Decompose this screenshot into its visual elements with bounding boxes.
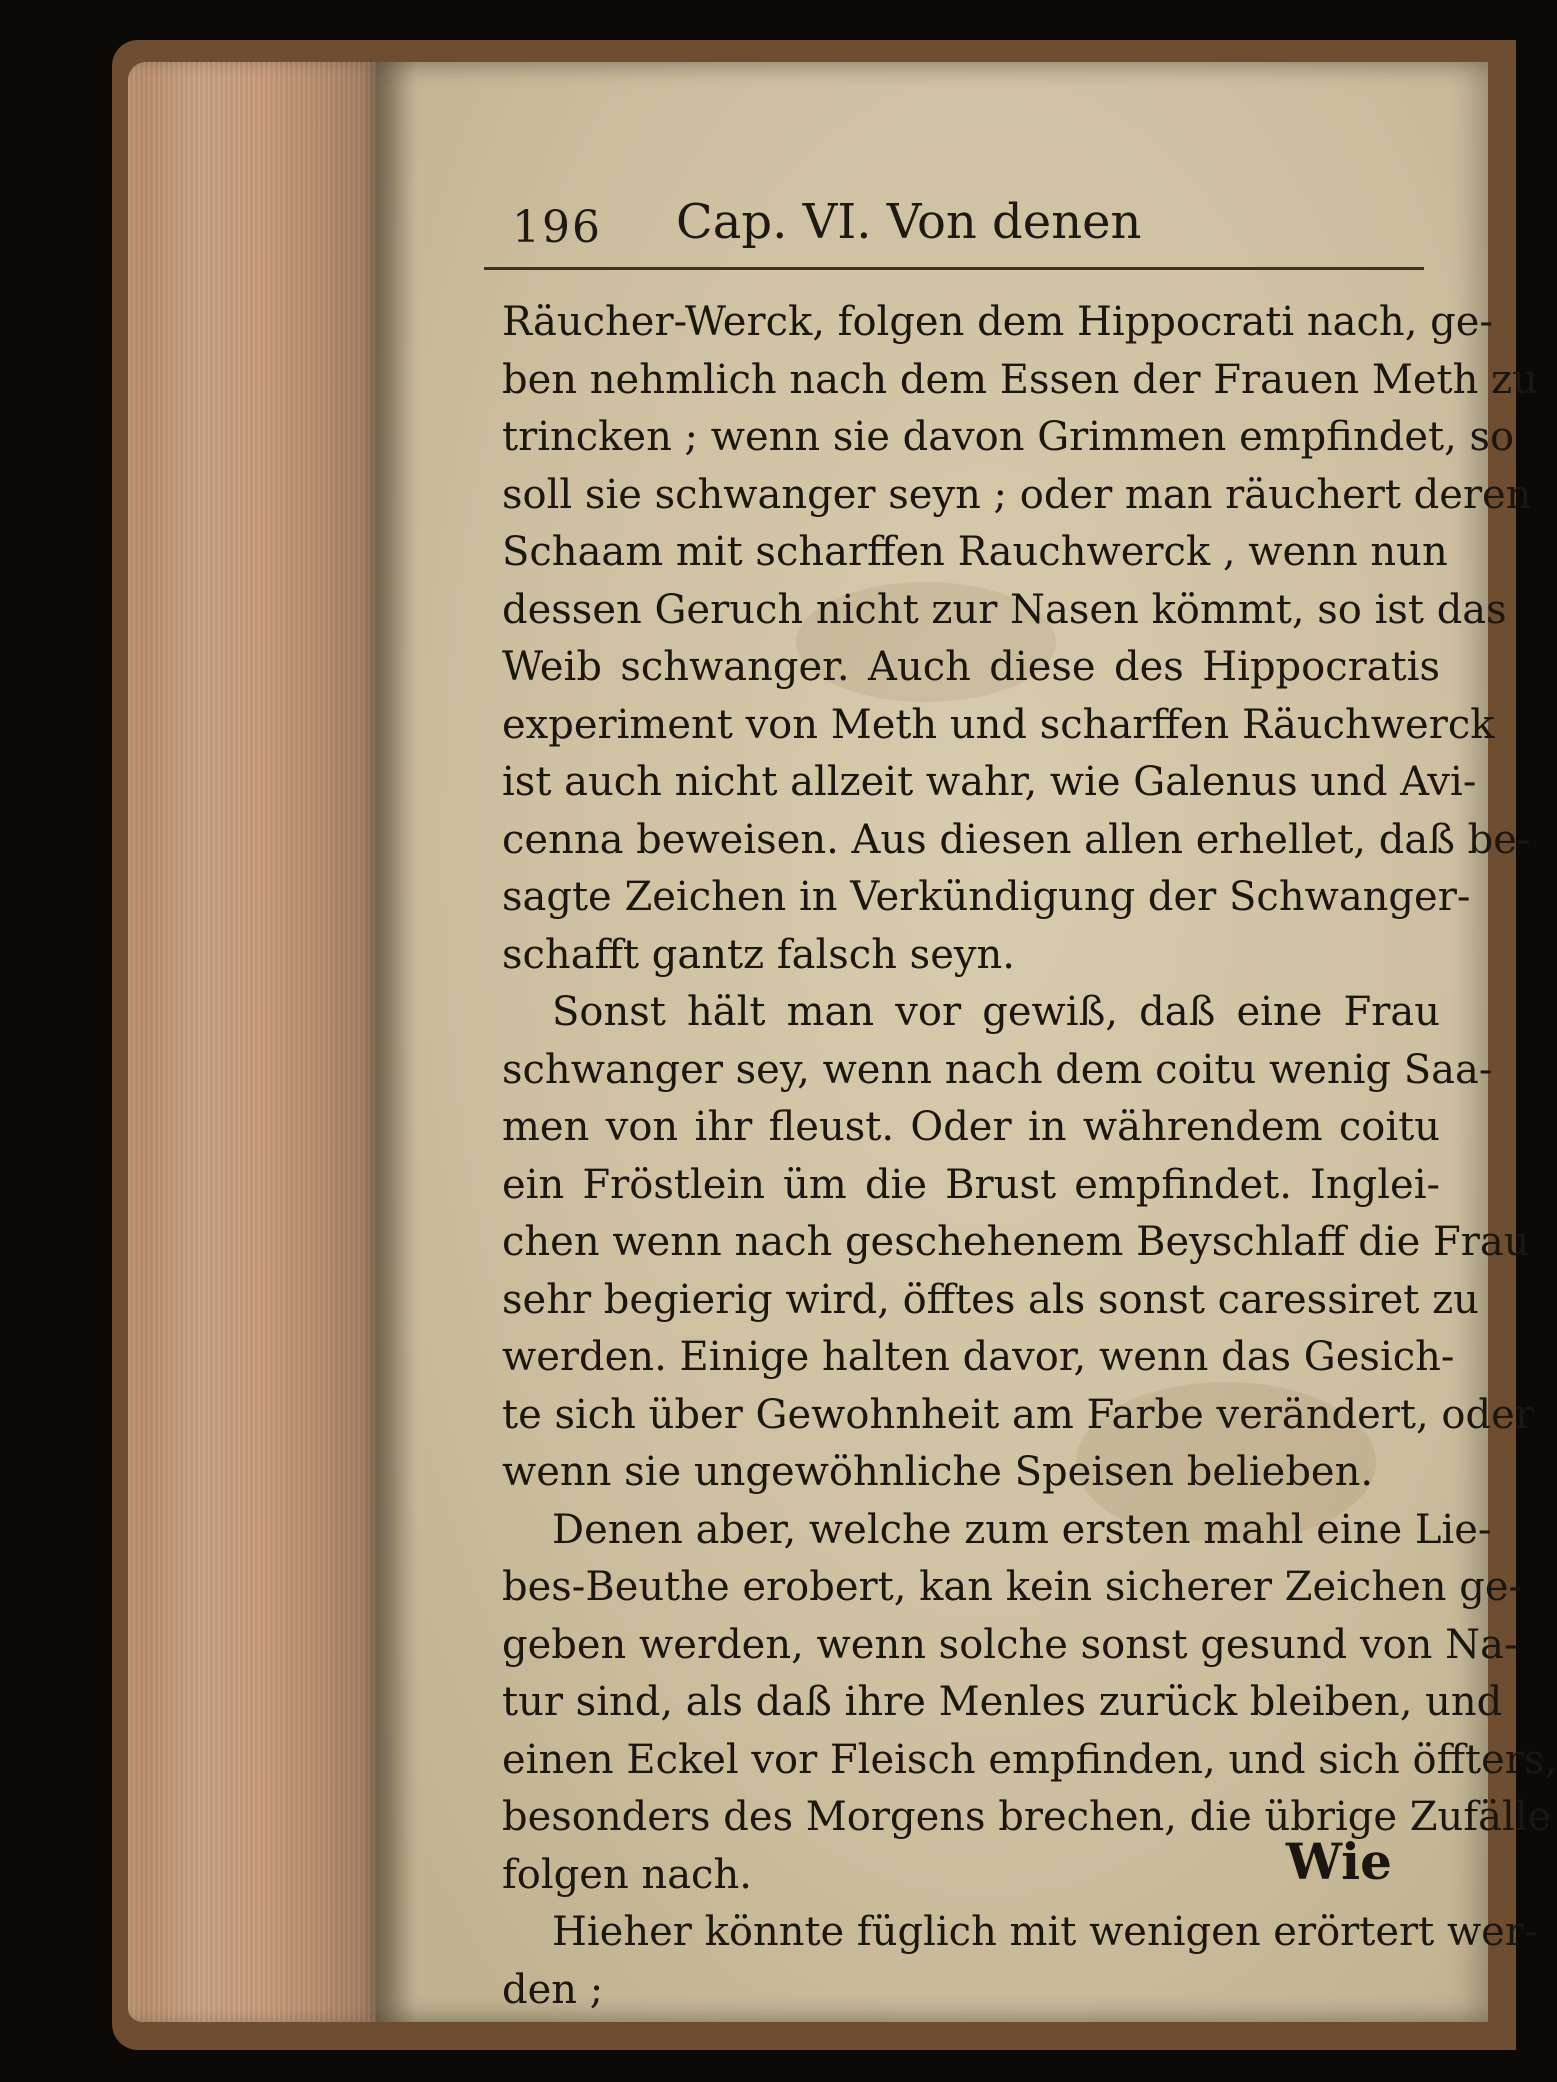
- text-line: Hieher könnte füglich mit wenigen erörtert wer-: [552, 1909, 1538, 1955]
- text-line: besonders des Morgens brechen, die übrige Zufälle: [502, 1794, 1552, 1840]
- page-number: 196: [512, 202, 602, 253]
- body-text: [502, 294, 1557, 2019]
- text-line: sehr begierig wird, öfftes als sonst caressiret zu: [502, 1276, 1479, 1323]
- text-line: men von ihr fleust. Oder in währendem coitu: [502, 1104, 1440, 1150]
- text-line: schafft gantz falsch seyn.: [502, 931, 1015, 978]
- text-line: wenn sie ungewöhnliche Speisen belieben.: [502, 1449, 1374, 1495]
- text-line: geben werden, wenn solche sonst gesund von Na-: [502, 1621, 1518, 1668]
- text-line: werden. Einige halten davor, wenn das Gesich-: [502, 1334, 1455, 1380]
- book-page: [376, 62, 1557, 2022]
- text-line: schwanger sey, wenn nach dem coitu wenig Saa-: [502, 1046, 1493, 1093]
- text-line: ein Fröstlein üm die Brust empfindet. Inglei-: [502, 1161, 1440, 1208]
- text-line: Sonst hält man vor gewiß, daß eine Frau: [552, 989, 1440, 1035]
- text-line: trincken ; wenn sie davon Grimmen empfindet, so: [502, 414, 1515, 460]
- text-line: folgen nach.: [502, 1851, 752, 1898]
- page-header: [496, 142, 1396, 253]
- text-line: tur sind, als daß ihre Menles zurück bleiben, und: [502, 1679, 1503, 1725]
- text-line: Weib schwanger. Auch diese des Hippocratis: [502, 644, 1440, 690]
- text-line: Denen aber, welche zum ersten mahl eine Lie-: [552, 1506, 1492, 1553]
- catchword: Wie: [1285, 1832, 1392, 1891]
- text-line: soll sie schwanger seyn ; oder man räuchert deren: [502, 471, 1532, 518]
- gutter-shadow: [376, 62, 416, 2022]
- text-line: ben nehmlich nach dem Essen der Frauen Meth zu: [502, 356, 1538, 403]
- text-line: chen wenn nach geschehenem Beyschlaff die Frau: [502, 1219, 1530, 1265]
- text-line: einen Eckel vor Fleisch empfinden, und sich öffters,: [502, 1736, 1557, 1783]
- text-line: ist auch nicht allzeit wahr, wie Galenus und Avi-: [502, 759, 1477, 805]
- text-line: den ;: [502, 1966, 604, 2013]
- running-head: Cap. VI. Von denen: [676, 194, 1142, 250]
- text-line: Schaam mit scharffen Rauchwerck , wenn nun: [502, 529, 1448, 575]
- header-rule: [484, 267, 1424, 270]
- text-line: cenna beweisen. Aus diesen allen erhellet, daß be-: [502, 816, 1531, 863]
- text-line: Räucher-Werck, folgen dem Hippocrati nach, ge-: [502, 299, 1493, 345]
- page-edges: [128, 62, 380, 2022]
- text-line: bes-Beuthe erobert, kan kein sicherer Zeichen ge-: [502, 1564, 1523, 1610]
- text-line: sagte Zeichen in Verkündigung der Schwanger-: [502, 874, 1471, 920]
- text-line: dessen Geruch nicht zur Nasen kömmt, so ist das: [502, 586, 1507, 633]
- text-line: experiment von Meth und scharffen Räuchwerck: [502, 701, 1495, 748]
- text-line: te sich über Gewohnheit am Farbe verändert, oder: [502, 1391, 1534, 1438]
